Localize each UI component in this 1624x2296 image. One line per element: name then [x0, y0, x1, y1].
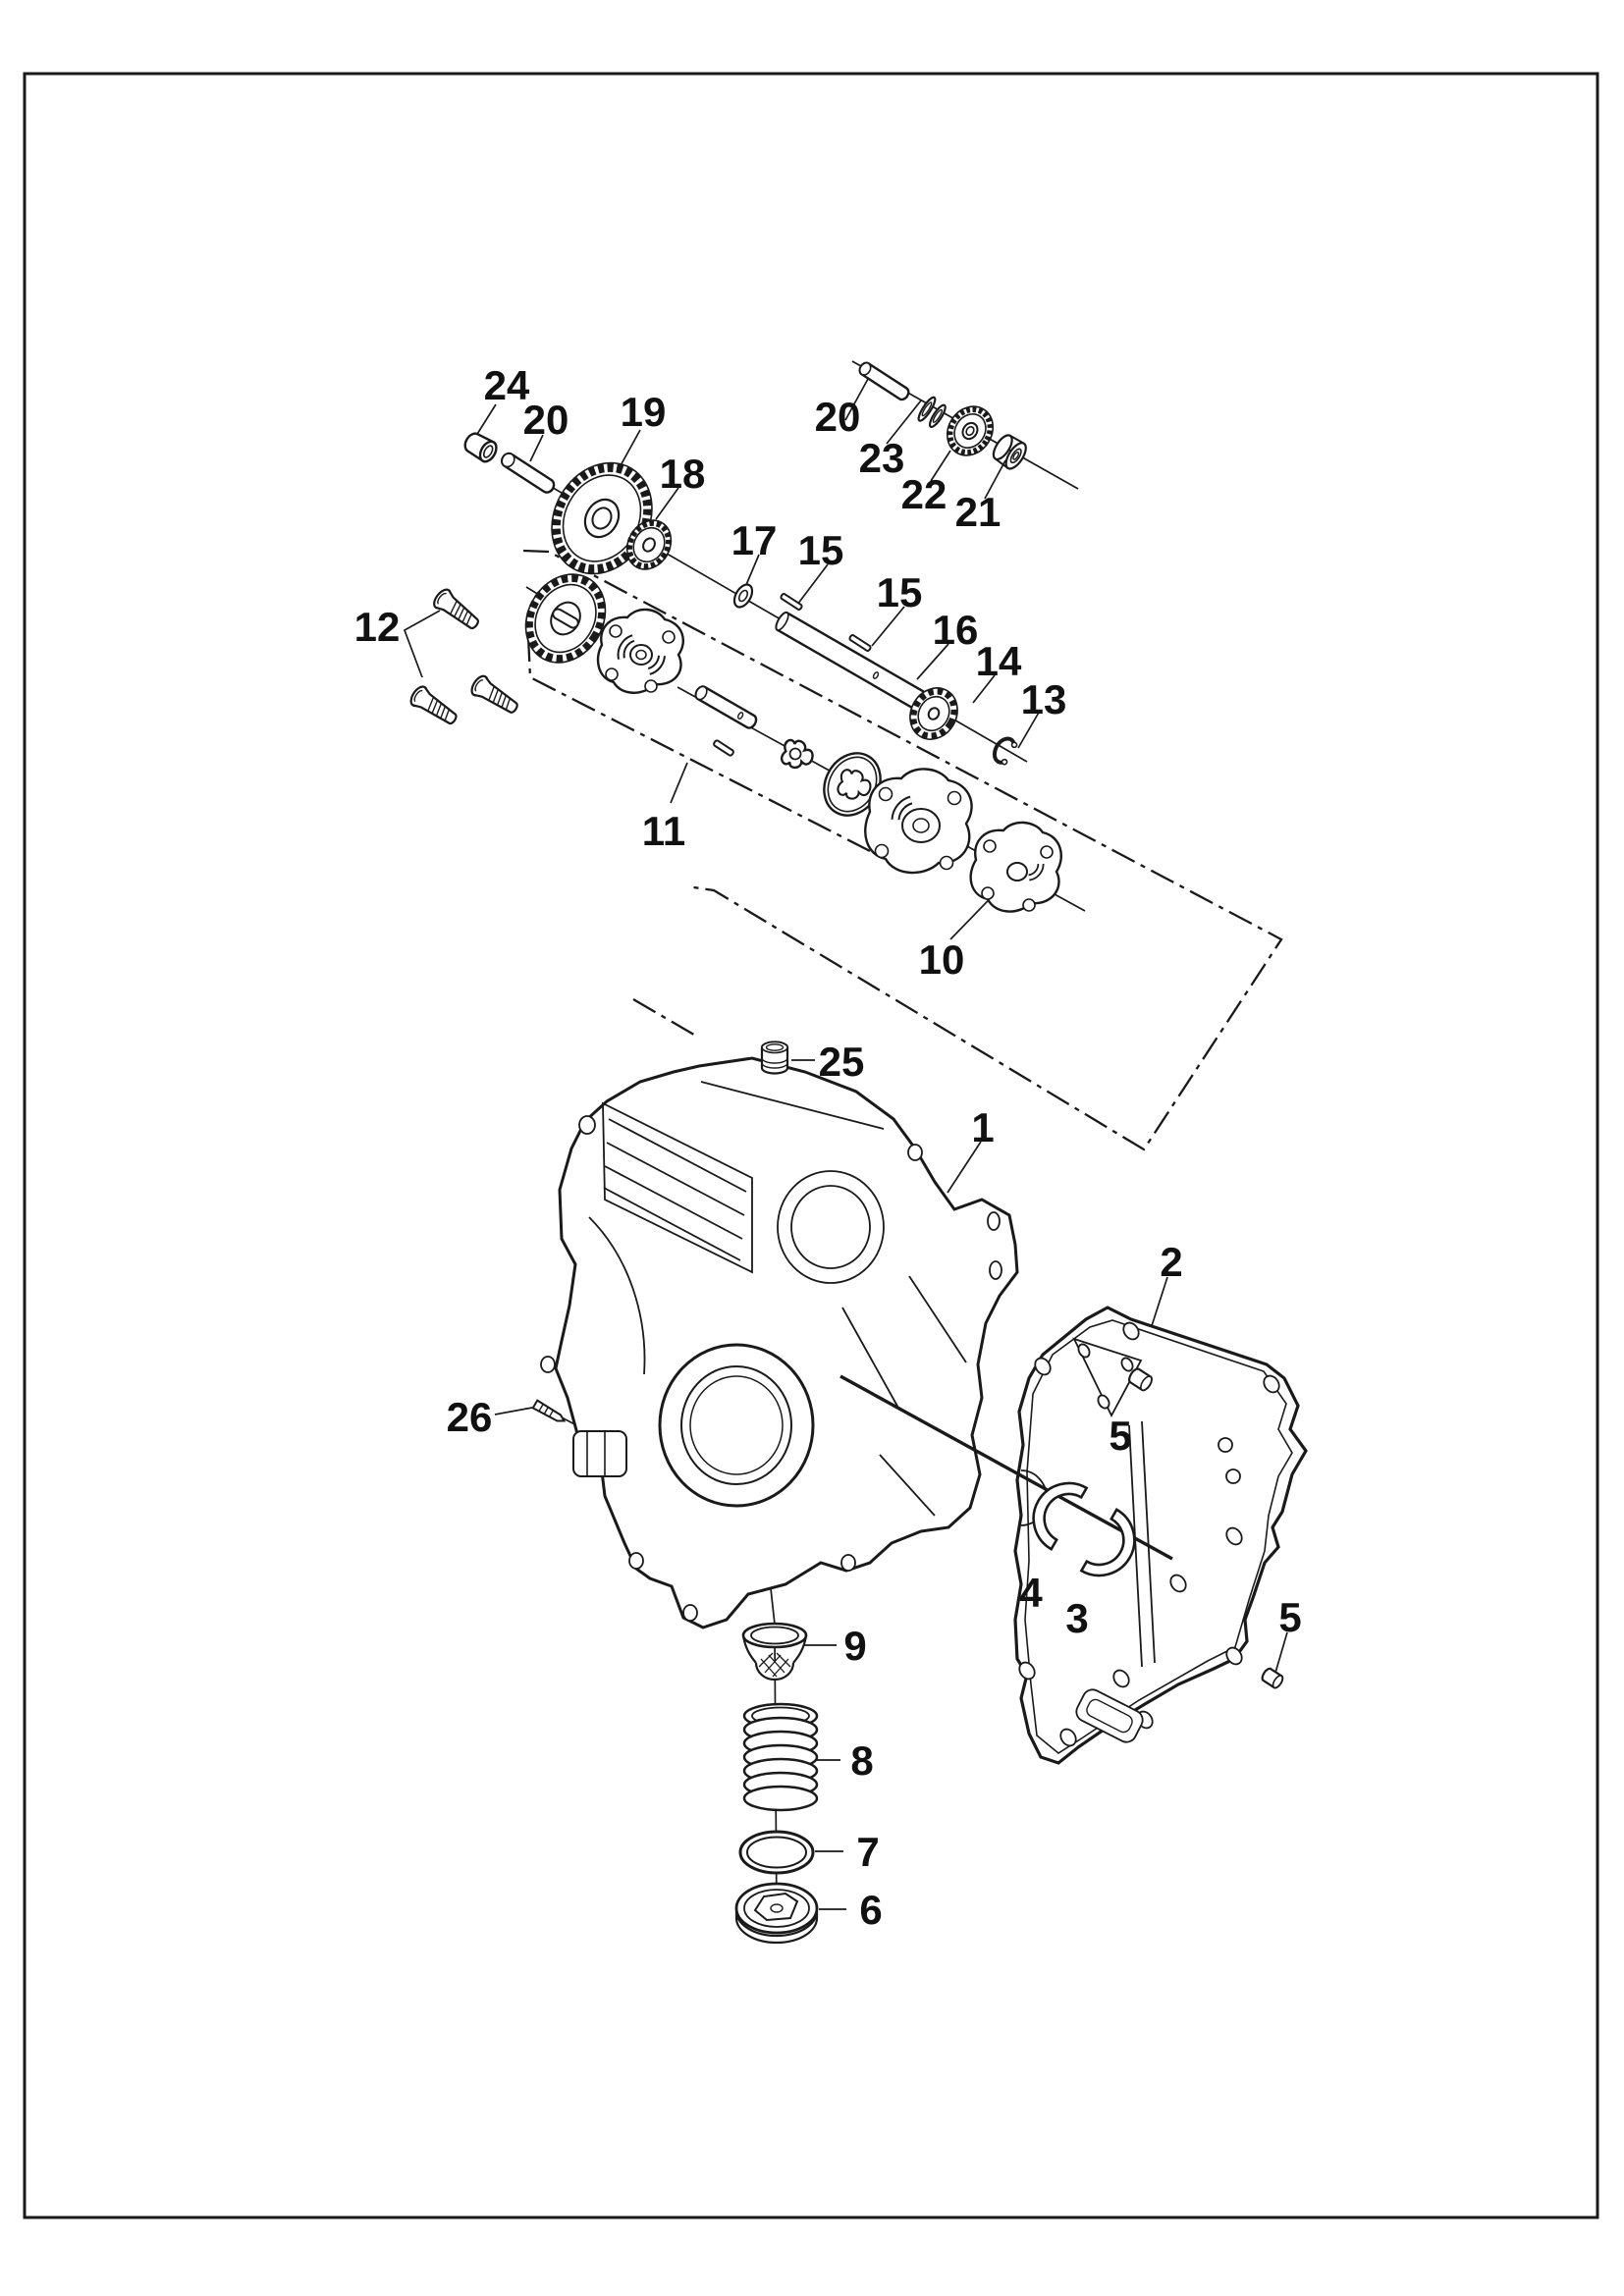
part-pin-20-left [500, 452, 557, 495]
callout-5a: 5 [1109, 1413, 1132, 1459]
callout-10: 10 [918, 936, 965, 983]
callout-8: 8 [850, 1737, 874, 1784]
part-inner-rotor [780, 737, 815, 771]
callout-2: 2 [1160, 1239, 1183, 1285]
callout-9: 9 [843, 1623, 867, 1669]
part-shaft-16 [774, 611, 926, 710]
callout-13: 13 [1020, 676, 1067, 722]
part-oring-7 [740, 1832, 813, 1873]
part-cover-plate-2 [1015, 1308, 1306, 1763]
callout-20-right: 20 [814, 394, 861, 440]
crankcase-oil-jet-boss [573, 1431, 626, 1476]
callout-25: 25 [818, 1039, 865, 1085]
part-washer-17 [731, 581, 755, 610]
callout-7: 7 [856, 1829, 880, 1875]
callout-5b: 5 [1278, 1594, 1302, 1640]
callout-14: 14 [975, 638, 1022, 684]
callout-23: 23 [858, 435, 905, 481]
callout-16: 16 [932, 607, 979, 653]
callout-15a: 15 [797, 527, 844, 573]
callout-6: 6 [859, 1887, 883, 1933]
part-dowel-pin-5b [1261, 1667, 1284, 1689]
callout-15b: 15 [876, 569, 923, 615]
callout-1: 1 [971, 1104, 995, 1150]
part-pin-small [713, 739, 734, 756]
callout-3: 3 [1065, 1595, 1089, 1641]
part-pin-15b [849, 634, 872, 652]
callout-21: 21 [954, 489, 1001, 535]
part-gear-19 [532, 445, 672, 592]
part-oil-jet-26 [533, 1401, 567, 1425]
part-pin-20-right [857, 361, 910, 401]
callout-4: 4 [1019, 1570, 1043, 1616]
part-pump-flange [598, 610, 683, 693]
part-bushing-21 [990, 432, 1030, 472]
part-pump-shaft [693, 684, 758, 729]
part-spring-8 [744, 1704, 817, 1810]
part-plug-25 [762, 1042, 787, 1074]
callout-20-left: 20 [522, 397, 569, 443]
part-screws-12 [407, 587, 521, 729]
part-pump-cover-10 [971, 823, 1061, 912]
callout-12: 12 [353, 604, 401, 650]
part-bushing-24 [461, 430, 500, 464]
part-pump-housing [865, 769, 971, 873]
part-circlip-13 [991, 735, 1018, 766]
part-crankcase-1 [541, 1058, 1017, 1628]
part-cap-6 [736, 1884, 817, 1943]
callout-19: 19 [620, 389, 667, 435]
callout-11: 11 [641, 808, 686, 854]
callout-26: 26 [446, 1394, 493, 1440]
callout-22: 22 [900, 471, 947, 517]
callout-17: 17 [731, 517, 778, 563]
callout-18: 18 [659, 451, 706, 497]
callout-24: 24 [483, 362, 530, 408]
